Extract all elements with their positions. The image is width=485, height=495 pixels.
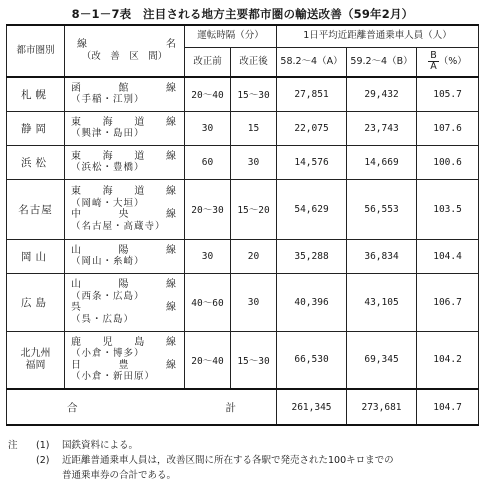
note-2-cont: 普通乗車券の合計である。: [62, 470, 177, 481]
table-row: 北九州 福岡 鹿 児 島 線 （小倉・博多） 日 豊 線 （小倉・新田原） 20～40 15～30 66,530 69,345 104.2: [7, 331, 479, 389]
header-col-b: 59.2～4（B）: [347, 47, 417, 77]
note-label: 注: [8, 440, 18, 451]
city-cell: 広島: [7, 273, 65, 331]
transport-improvement-table: [6, 24, 479, 426]
line-cell: 函 館 線 （手稲・江別）: [65, 77, 185, 111]
city-cell: 札幌: [7, 77, 65, 111]
header-after: 改正後: [231, 47, 277, 77]
table-row: 札幌 函 館 線 （手稲・江別） 20～40 15～30 27,851 29,432 105.7: [7, 77, 479, 111]
header-ratio: $\frac{B}{A}$ （%）: [417, 47, 479, 77]
total-label: 合 計: [7, 389, 277, 425]
city-cell: 浜松: [7, 145, 65, 179]
line-cell: 山 陽 線 （岡山・糸崎）: [65, 239, 185, 273]
header-line-name: 線 名 （改 善 区 間）: [65, 25, 185, 77]
header-passengers-group: 1日平均近距離普通乗車人員（人）: [277, 25, 479, 47]
note-1: 国鉄資料による。: [62, 440, 139, 451]
table-row: 浜松 東 海 道 線 （浜松・豊橋） 60 30 14,576 14,669 100.6: [7, 145, 479, 179]
table-row: 岡山 山 陽 線 （岡山・糸崎） 30 20 35,288 36,834 104.4: [7, 239, 479, 273]
city-cell: 名古屋: [7, 179, 65, 239]
header-section: （改 善 区 間）: [81, 51, 168, 62]
table-row: 名古屋 東 海 道 線 （岡崎・大垣） 中 央 線 （名古屋・高蔵寺） 20～30 15～20 54,629 56,553 103.5: [7, 179, 479, 239]
note-2: 近距離普通乗車人員は，改善区間に所在する各駅で発売された100キロまでの: [62, 455, 394, 466]
table-row: 静岡 東 海 道 線 （興津・島田） 30 15 22,075 23,743 107.6: [7, 111, 479, 145]
notes: 注 (1) 国鉄資料による。 (2) 近距離普通乗車人員は，改善区間に所在する各駅で発売された100キロまでの 普通乗車券の合計である。: [8, 438, 478, 483]
line-cell: 東 海 道 線 （浜松・豊橋）: [65, 145, 185, 179]
header-interval-group: 運転時隔（分）: [185, 25, 277, 47]
line-cell: 東 海 道 線 （岡崎・大垣） 中 央 線 （名古屋・高蔵寺）: [65, 179, 185, 239]
total-row: 合 計 261,345 273,681 104.7: [7, 389, 479, 425]
table-row: 広島 山 陽 線 （西条・広島） 呉 線 （呉・広島） 40～60 30 40,396 43,105 106.7: [7, 273, 479, 331]
header-city-area: 都市圏別: [7, 25, 65, 77]
line-cell: 東 海 道 線 （興津・島田）: [65, 111, 185, 145]
line-cell: 山 陽 線 （西条・広島） 呉 線 （呉・広島）: [65, 273, 185, 331]
header-col-a: 58.2～4（A）: [277, 47, 347, 77]
city-cell: 岡山: [7, 239, 65, 273]
city-cell: 北九州 福岡: [7, 331, 65, 389]
city-cell: 静岡: [7, 111, 65, 145]
header-before: 改正前: [185, 47, 231, 77]
table-title: 8－1－7表 注目される地方主要都市圏の輸送改善（59年2月）: [71, 7, 414, 21]
line-cell: 鹿 児 島 線 （小倉・博多） 日 豊 線 （小倉・新田原）: [65, 331, 185, 389]
